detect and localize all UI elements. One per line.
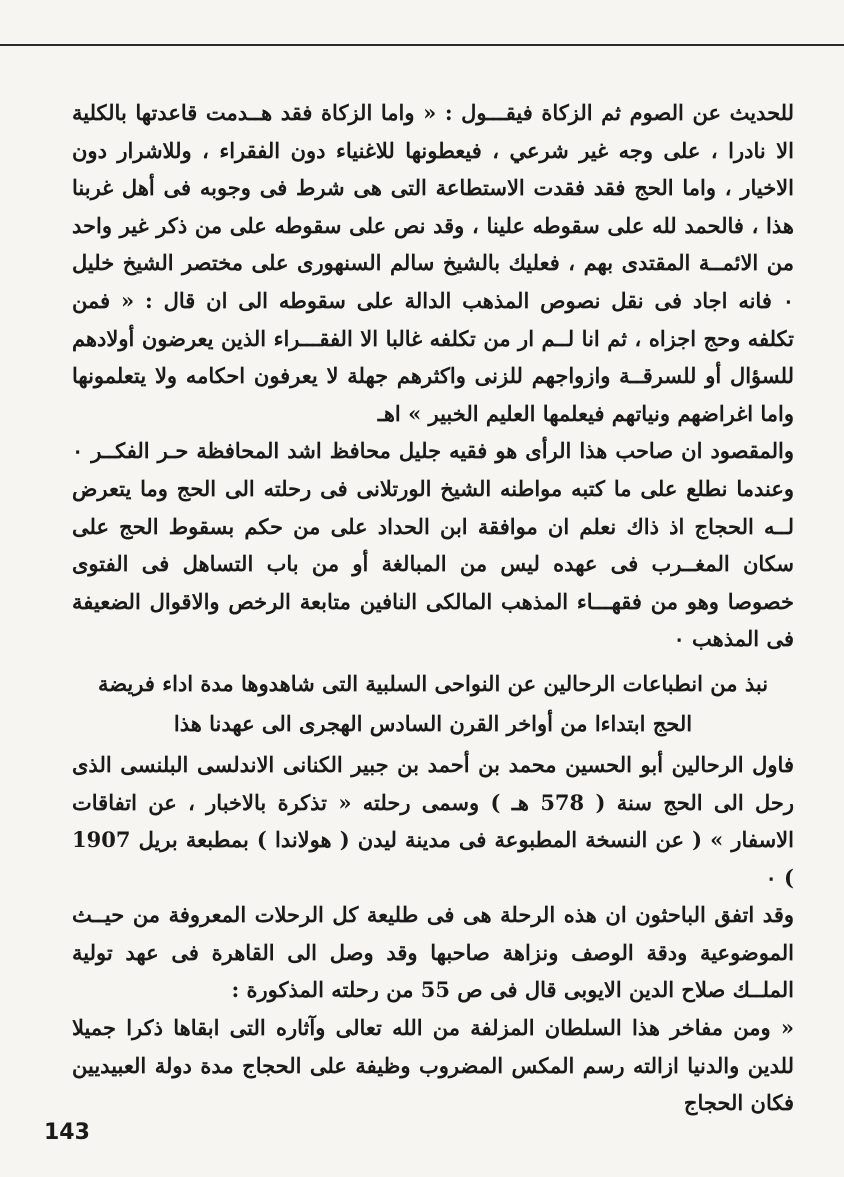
section-heading [72, 664, 794, 744]
page-number: 143 [44, 1120, 90, 1145]
paragraph-1: للحديث عن الصوم ثم الزكاة فيقـــول : « واما الزكاة فقد هــدمت قاعدتها بالكلية الا نادرا ، على وجه غير شرعي ، فيعطونها للاغنياء دون الفقراء ، وللاشرار دون الاخيار ، واما الحج فقد فقدت الاستطاعة التى هى شرط فى وجوبه فى أهل غربنا هذا ، فالحمد لله على سقوطه علينا ، وقد نص على سقوطه على من ذكر غير واحد من الائمــة المقتدى بهم ، فعليك بالشيخ سالم السنهورى على مختصر الشيخ خليل ٠ فانه اجاد فى نقل نصوص المذهب الدالة على سقوطه الى ان قال : « فمن تكلفه وحج اجزاه ، ثم انا لــم ار من تكلفه غالبا الا الفقـــراء الذين يعرضون أولادهم للسؤال أو للسرقــة وازواجهم للزنى واكثرهم جهلة لا يعرفون احكامه ولا يتعلمونها واما اغراضهم ونياتهم فيعلمها العليم الخبير » اهـ [72, 100, 794, 426]
section-heading-line-2: الحج ابتداءا من أواخر القرن السادس الهجرى الى عهدنا هذا [173, 710, 693, 736]
section-heading-line-1: نبذ من انطباعات الرحالين عن النواحى السلبية التى شاهدوها مدة اداء فريضة [97, 670, 769, 696]
paragraph-2: والمقصود ان صاحب هذا الرأى هو فقيه جليل محافظ اشد المحافظة حـر الفكــر ٠ وعندما نطلع على ما كتبه مواطنه الشيخ الورتلانى فى رحلته الى الحج وما يتعرض لــه الحجاج اذ ذاك نعلم ان موافقة ابن الحداد على من حكم بسقوط الحج على سكان المغــرب فى عهده ليس من المبالغة أو من باب التساهل فى الفتوى خصوصا وهو من فقهـــاء المذهب المالكى النافين متابعة الرخص والاقوال الضعيفة فى المذهب ٠ [72, 438, 794, 652]
page-body [72, 94, 794, 1122]
paragraph-5: « ومن مفاخر هذا السلطان المزلفة من الله تعالى وآثاره التى ابقاها ذكرا جميلا للدين والدنيا ازالته رسم المكس المضروب وظيفة على الحجاج مدة دولة العبيديين فكان الحجاج [72, 1015, 794, 1116]
paragraph-3: فاول الرحالين أبو الحسين محمد بن أحمد بن جبير الكنانى الاندلسى البلنسى الذى رحل الى الحج سنة ( 578 هـ ) وسمى رحلته « تذكرة بالاخبار ، عن اتفاقات الاسفار » ( عن النسخة المطبوعة فى مدينة ليدن ( هولاندا ) بمطبعة بريل 1907 ) ٠ [72, 751, 795, 890]
paragraph-4: وقد اتفق الباحثون ان هذه الرحلة هى فى طليعة كل الرحلات المعروفة من حيــث الموضوعية ودقة الوصف ونزاهة صاحبها وقد وصل الى القاهرة فى عهد تولية الملــك صلاح الدين الايوبى قال فى ص 55 من رحلته المذكورة : [72, 902, 794, 1003]
top-rule [0, 44, 844, 46]
